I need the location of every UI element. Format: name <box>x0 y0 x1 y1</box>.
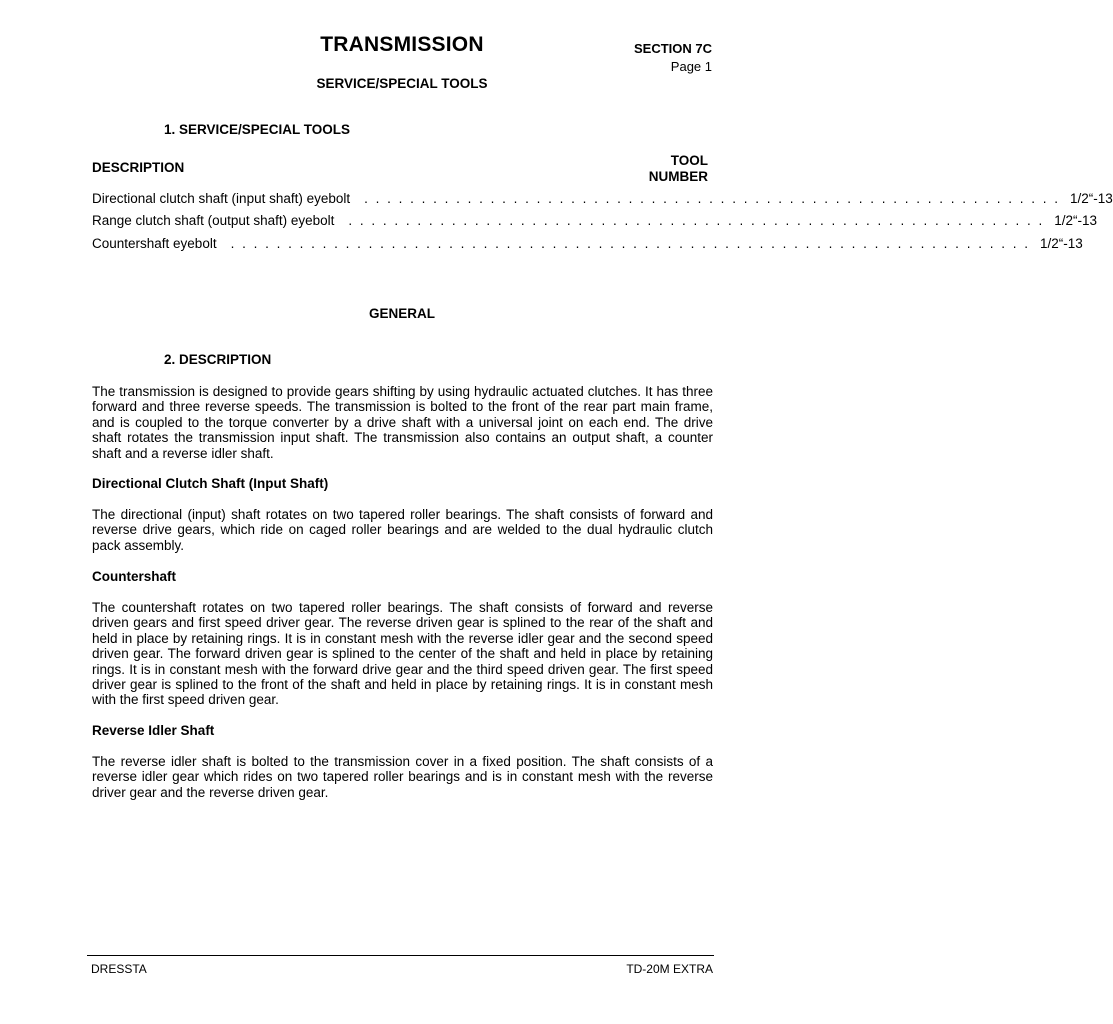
tool-row <box>92 213 1098 231</box>
input-shaft-paragraph: The directional (input) shaft rotates on two tapered roller bearings. The shaft consists of forward and reverse drive gears, which ride on caged roller bearings and are welded to the dual hydraulic clutch pack assembly. <box>92 507 713 553</box>
tool-header-line1: TOOL <box>670 153 708 168</box>
tool-row <box>92 236 1083 254</box>
footer-rule <box>87 955 714 956</box>
tools-heading: 1. SERVICE/SPECIAL TOOLS <box>164 122 351 137</box>
tool-number-column-header <box>649 153 708 185</box>
tool-number: 1/2“-13 <box>1069 191 1113 206</box>
section-label: SECTION 7C <box>633 41 712 56</box>
description-heading: 2. DESCRIPTION <box>164 352 272 367</box>
tool-row <box>92 191 1113 209</box>
intro-paragraph: The transmission is designed to provide gears shifting by using hydraulic actuated clutches. It has three forward and three reverse speeds. The transmission is bolted to the front of the rear part main frame, and is coupled to the torque converter by a drive shaft with a universal joint on each end. The drive shaft rotates the transmission input shaft. The transmission also contains an output shaft, a counter shaft and a reverse idler shaft. <box>92 384 713 461</box>
tool-header-line2: NUMBER <box>648 169 708 184</box>
footer-left: DRESSTA <box>91 962 147 976</box>
reverse-idler-heading: Reverse Idler Shaft <box>92 723 215 738</box>
footer-right: TD-20M EXTRA <box>626 962 713 976</box>
tool-description: Directional clutch shaft (input shaft) eyebolt <box>92 191 351 206</box>
countershaft-heading: Countershaft <box>92 569 176 584</box>
tool-description: Countershaft eyebolt <box>92 236 217 251</box>
leader-dots: . . . . . . . . . . . . . . . . . . . . . . . . . . . . . . . . . . . . . . . . . . . . . . . . . . . . . . . . . . . . . <box>348 213 1045 228</box>
countershaft-paragraph: The countershaft rotates on two tapered roller bearings. The shaft consists of forward and reverse driven gears and first speed driver gear. The reverse driven gear is splined to the rear of the shaft and held in place by retaining rings. It is in constant mesh with the reverse idler gear and the second speed driven gear. The forward driven gear is splined to the center of the shaft and held in place by retaining rings. It is in constant mesh with the forward drive gear and the third speed driven gear. The first speed driver gear is splined to the front of the shaft and held in place by retaining rings. It is in constant mesh with the first speed driven gear. <box>92 600 713 708</box>
tool-description: Range clutch shaft (output shaft) eyebolt <box>92 213 335 228</box>
description-column-header: DESCRIPTION <box>92 160 185 175</box>
leader-dots: . . . . . . . . . . . . . . . . . . . . . . . . . . . . . . . . . . . . . . . . . . . . . . . . . . . . . . . . . . . . . <box>364 191 1060 206</box>
input-shaft-heading: Directional Clutch Shaft (Input Shaft) <box>92 476 329 491</box>
page-title: TRANSMISSION <box>320 33 484 56</box>
tool-number: 1/2“-13 <box>1054 213 1098 228</box>
general-heading: GENERAL <box>368 306 435 321</box>
reverse-idler-paragraph: The reverse idler shaft is bolted to the transmission cover in a fixed position. The shaft consists of a reverse idler gear which rides on two tapered roller bearings and is in constant mesh with the reverse driver gear and the reverse driven gear. <box>92 754 713 800</box>
leader-dots: . . . . . . . . . . . . . . . . . . . . . . . . . . . . . . . . . . . . . . . . . . . . . . . . . . . . . . . . . . . . . . . . . . . . . . <box>230 236 1030 251</box>
tool-number: 1/2“-13 <box>1039 236 1083 251</box>
page-subtitle: SERVICE/SPECIAL TOOLS <box>316 76 488 91</box>
page-number: Page 1 <box>670 59 712 74</box>
